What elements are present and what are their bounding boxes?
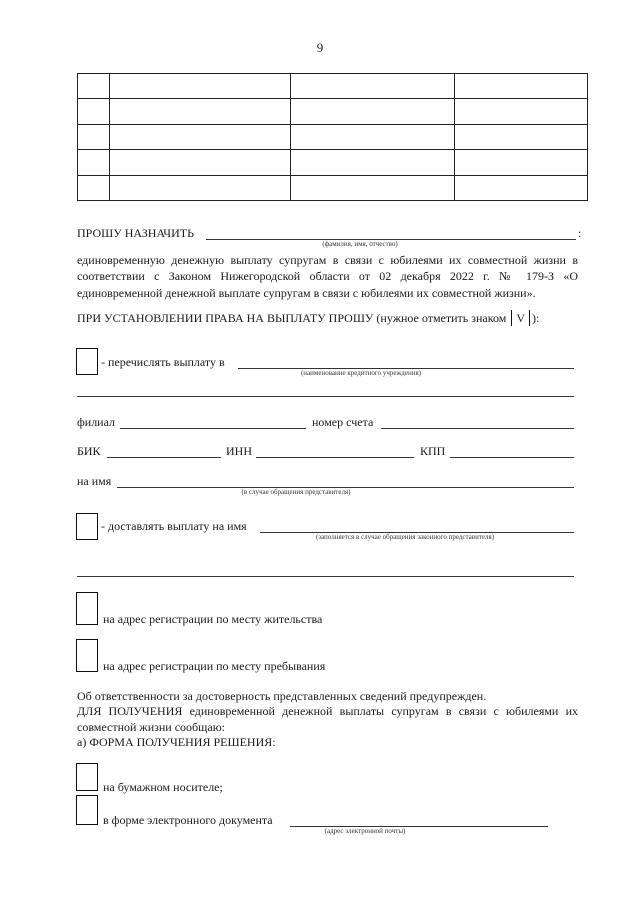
inn-field-line[interactable] — [256, 457, 414, 458]
email-caption: (адрес электронной почты) — [324, 827, 406, 835]
deliver-checkbox[interactable] — [76, 513, 98, 540]
kpp-label: КПП — [420, 444, 446, 458]
table-cell[interactable] — [455, 150, 588, 175]
name-label: на имя — [77, 474, 112, 488]
bik-field-line[interactable] — [107, 457, 221, 458]
account-label: номер счета — [312, 415, 374, 429]
table-cell[interactable] — [455, 124, 588, 149]
deliver-caption: (заполняется в случае обращения законного представителя) — [315, 533, 495, 541]
table-cell[interactable] — [290, 74, 455, 99]
page-number: 9 — [316, 40, 324, 55]
electronic-checkbox[interactable] — [76, 795, 98, 825]
payment-heading — [77, 310, 578, 326]
table-cell[interactable] — [109, 74, 290, 99]
table-cell[interactable] — [290, 150, 455, 175]
residence-label: на адрес регистрации по месту жительства — [103, 612, 323, 626]
bik-label: БИК — [77, 444, 101, 458]
account-field-line[interactable] — [381, 428, 574, 429]
request-colon: : — [578, 226, 582, 240]
table-cell[interactable] — [290, 124, 455, 149]
paper-label: на бумажном носителе; — [103, 780, 223, 794]
transfer-label: - перечислять выплату в — [101, 355, 225, 369]
data-table — [77, 73, 588, 201]
table-cell[interactable] — [290, 175, 455, 200]
table-cell[interactable] — [455, 74, 588, 99]
stay-checkbox[interactable] — [76, 639, 98, 672]
kpp-field-line[interactable] — [450, 457, 574, 458]
paper-checkbox[interactable] — [76, 763, 98, 791]
table-row — [78, 150, 588, 175]
name-caption: (в случае обращения представителя) — [241, 488, 351, 496]
branch-label: филиал — [77, 415, 116, 429]
table-cell[interactable] — [78, 150, 110, 175]
table-cell[interactable] — [109, 99, 290, 124]
table-cell[interactable] — [109, 150, 290, 175]
table-row — [78, 175, 588, 200]
table-row — [78, 124, 588, 149]
payment-heading-prefix: ПРИ УСТАНОВЛЕНИИ ПРАВА НА ВЫПЛАТУ ПРОШУ (нужное отметить знаком — [77, 311, 507, 325]
table-cell[interactable] — [455, 175, 588, 200]
transfer-checkbox[interactable] — [76, 348, 98, 375]
table-cell[interactable] — [78, 175, 110, 200]
bank-caption: (наименование кредитного учреждения) — [300, 369, 422, 377]
table-cell[interactable] — [78, 74, 110, 99]
table-cell[interactable] — [78, 99, 110, 124]
fio-caption: (фамилия, имя, отчество) — [322, 240, 398, 248]
table-row — [78, 99, 588, 124]
table-cell[interactable] — [78, 124, 110, 149]
branch-field-line[interactable] — [120, 428, 306, 429]
deliver-field-line-2[interactable] — [77, 576, 574, 577]
electronic-label: в форме электронного документа — [103, 813, 273, 827]
table-cell[interactable] — [290, 99, 455, 124]
payment-heading-suffix: ): — [532, 311, 540, 325]
table-cell[interactable] — [455, 99, 588, 124]
deliver-label: - доставлять выплату на имя — [101, 519, 247, 533]
form-heading: а) ФОРМА ПОЛУЧЕНИЯ РЕШЕНИЯ: — [77, 735, 276, 749]
mark-symbol: V — [511, 310, 530, 326]
table-cell[interactable] — [109, 124, 290, 149]
table-cell[interactable] — [109, 175, 290, 200]
receipt-intro: ДЛЯ ПОЛУЧЕНИЯ единовременной денежной выплаты супругам в связи с юбилеями их совместной жизни сообщаю: — [77, 704, 578, 735]
table-row — [78, 74, 588, 99]
inn-label: ИНН — [226, 444, 252, 458]
request-body: единовременную денежную выплату супругам в связи с юбилеями их совместной жизни в соответствии с Законом Нижегородской области от 02 декабря 2022 г. № 179-З «О единовременной денежной выплате супругам в связи с юбилеями их совместной жизни». — [77, 253, 578, 300]
bank-field-line-2[interactable] — [77, 396, 574, 397]
request-label: ПРОШУ НАЗНАЧИТЬ — [77, 226, 194, 240]
stay-label: на адрес регистрации по месту пребывания — [103, 659, 326, 673]
residence-checkbox[interactable] — [76, 592, 98, 625]
responsibility-text: Об ответственности за достоверность представленных сведений предупрежден. — [77, 689, 487, 703]
